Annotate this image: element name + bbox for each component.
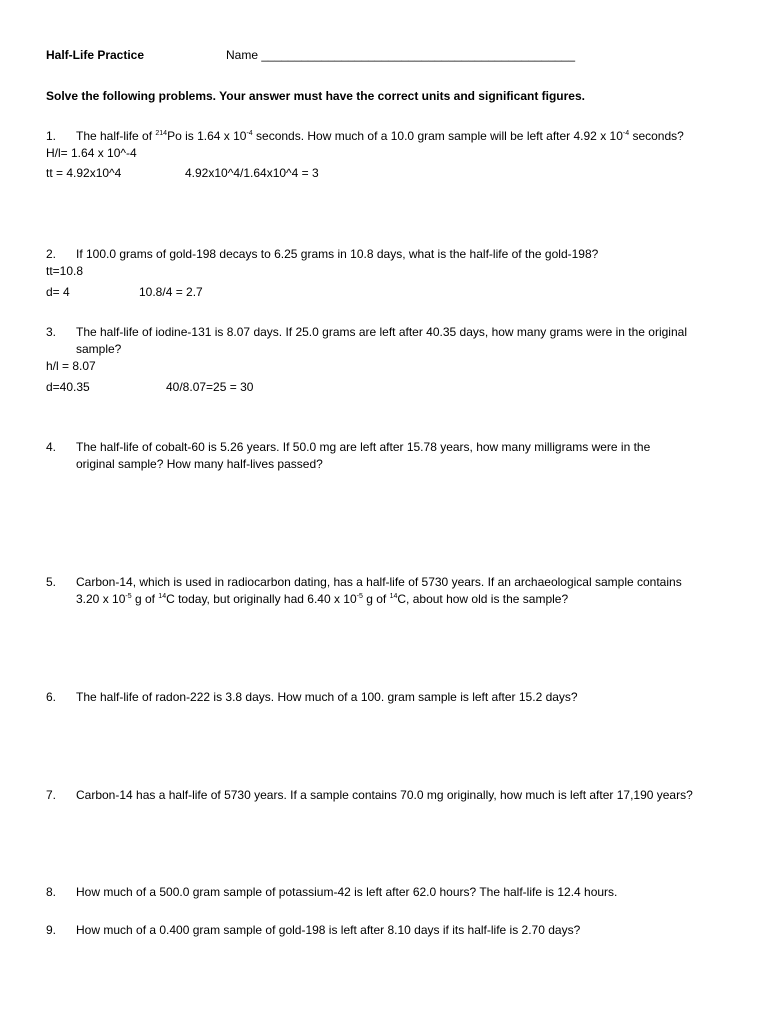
handwritten-answer: H/l= 1.64 x 10^-4	[46, 146, 137, 160]
handwritten-answer: 40/8.07=25 = 30	[166, 380, 254, 394]
handwritten-answer: d= 4	[46, 285, 70, 299]
problem-number: 7.	[46, 788, 57, 802]
name-line: _______________________________________________	[261, 48, 576, 62]
problem-text-cont: original sample? How many half-lives passed?	[76, 457, 323, 471]
problem-number: 3.	[46, 325, 57, 339]
problem-text: The half-life of cobalt-60 is 5.26 years. If 50.0 mg are left after 15.78 years, how many milligrams were in the	[76, 440, 651, 454]
problem-text: How much of a 500.0 gram sample of potassium-42 is left after 62.0 hours? The half-life is 12.4 hours.	[76, 885, 618, 899]
problem-text: How much of a 0.400 gram sample of gold-198 is left after 8.10 days if its half-life is 2.70 days?	[76, 923, 581, 937]
problem-number: 8.	[46, 885, 57, 899]
problem-text: Carbon-14 has a half-life of 5730 years. If a sample contains 70.0 mg originally, how much is left after 17,190 years?	[76, 788, 693, 802]
handwritten-answer: 4.92x10^4/1.64x10^4 = 3	[185, 166, 319, 180]
problem-text: Carbon-14, which is used in radiocarbon dating, has a half-life of 5730 years. If an archaeological sample contains	[76, 575, 682, 589]
problem-text-cont: 3.20 x $10^{-5}$ g of $^{14}$C today, but originally had 6.40 x $10^{-5}$ g of $^{14}$C, about how old is the sample?	[76, 592, 569, 606]
name-field[interactable]	[226, 48, 575, 63]
problem-number: 5.	[46, 575, 57, 589]
handwritten-answer: 10.8/4 = 2.7	[139, 285, 203, 299]
problem-text: The half-life of radon-222 is 3.8 days. How much of a 100. gram sample is left after 15.2 days?	[76, 690, 578, 704]
problem-number: 4.	[46, 440, 57, 454]
handwritten-answer: tt = 4.92x10^4	[46, 166, 122, 180]
problem-number: 6.	[46, 690, 57, 704]
problem-number: 2.	[46, 247, 57, 261]
name-label: Name	[226, 48, 262, 62]
worksheet-title: Half-Life Practice	[46, 48, 145, 62]
problem-text: If 100.0 grams of gold-198 decays to 6.25 grams in 10.8 days, what is the half-life of the gold-198?	[76, 247, 599, 261]
handwritten-answer: d=40.35	[46, 380, 90, 394]
problem-text: The half-life of $^{214}$Po is 1.64 x $10^{-4}$ seconds. How much of a 10.0 gram sample will be left after 4.92 x $10^{-4}$ seconds?	[76, 129, 684, 143]
instructions: Solve the following problems. Your answer must have the correct units and significant figures.	[46, 89, 585, 103]
problem-number: 9.	[46, 923, 57, 937]
handwritten-answer: tt=10.8	[46, 264, 84, 278]
problem-text-cont: sample?	[76, 342, 122, 356]
handwritten-answer: h/l = 8.07	[46, 359, 96, 373]
problem-number: 1.	[46, 129, 57, 143]
problem-text: The half-life of iodine-131 is 8.07 days. If 25.0 grams are left after 40.35 days, how many grams were in the original	[76, 325, 687, 339]
